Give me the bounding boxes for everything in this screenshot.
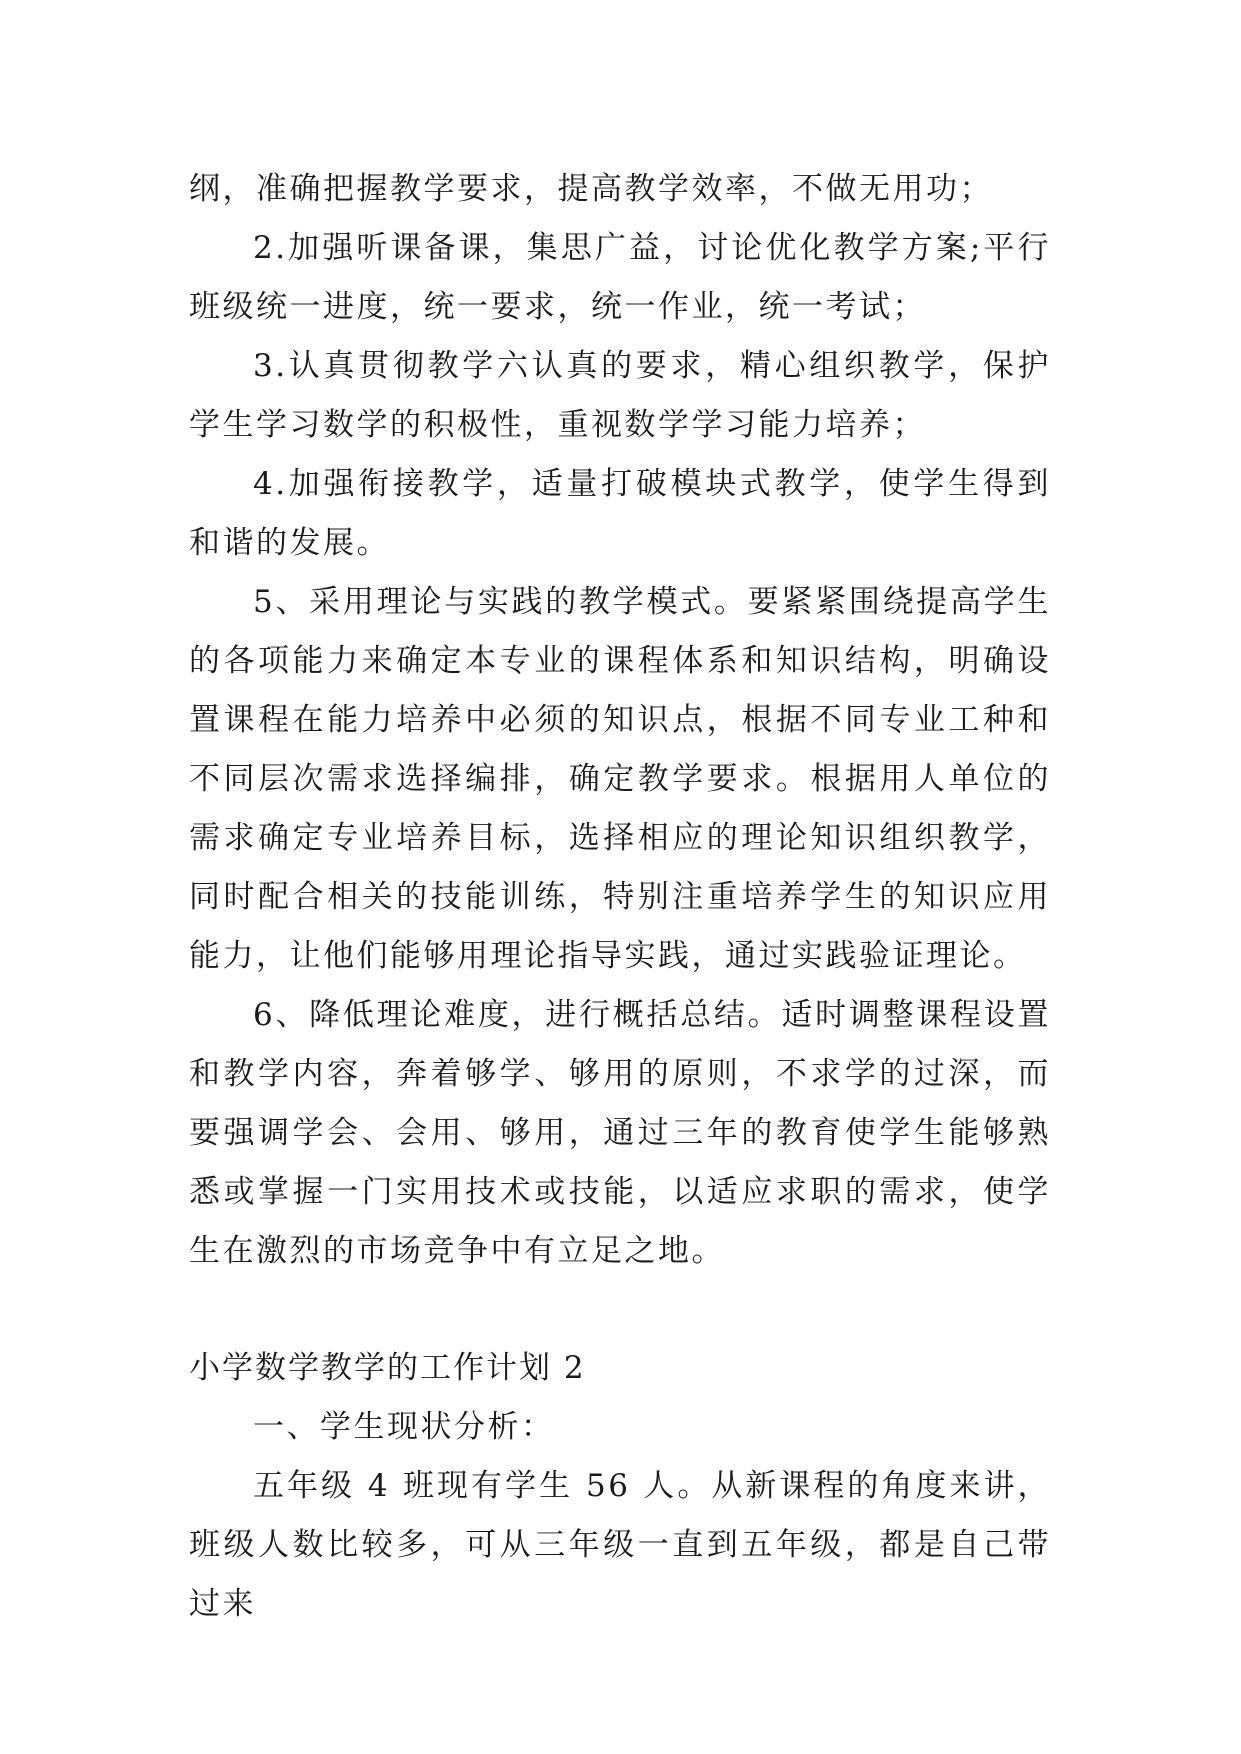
paragraph-student-status: 五年级 4 班现有学生 56 人。从新课程的角度来讲，班级人数比较多，可从三年级一直到五年级，都是自己带过来 (189, 1468, 1051, 1622)
paragraph-item-2: 2.加强听课备课，集思广益，讨论优化教学方案;平行班级统一进度，统一要求，统一作业，统一考试； (189, 230, 1051, 325)
paragraph-item-5: 5、采用理论与实践的教学模式。要紧紧围绕提高学生的各项能力来确定本专业的课程体系和知识结构，明确设置课程在能力培养中必须的知识点，根据不同专业工种和不同层次需求选择编排，确定教学要求。根据用人单位的需求确定专业培养目标，选择相应的理论知识组织教学，同时配合相关的技能训练，特别注重培养学生的知识应用能力，让他们能够用理论指导实践，通过实践验证理论。 (189, 584, 1051, 974)
paragraph-item-6: 6、降低理论难度，进行概括总结。适时调整课程设置和教学内容，奔着够学、够用的原则，不求学的过深，而要强调学会、会用、够用，通过三年的教育使学生能够熟悉或掌握一门实用技术或技能，以适应求职的需求，使学生在激烈的市场竞争中有立足之地。 (189, 997, 1051, 1269)
document-page (189, 160, 1051, 1634)
section-gap (189, 1281, 1051, 1339)
paragraph-item-3: 3.认真贯彻教学六认真的要求，精心组织教学，保护学生学习数学的积极性，重视数学学习能力培养； (189, 348, 1051, 443)
section-title: 小学数学教学的工作计划 2 (189, 1350, 586, 1386)
paragraph-continuation: 纲，准确把握教学要求，提高教学效率，不做无用功； (189, 171, 993, 207)
paragraph-item-4: 4.加强衔接教学，适量打破模块式教学，使学生得到和谐的发展。 (189, 466, 1051, 561)
subheading: 一、学生现状分析： (253, 1409, 555, 1445)
